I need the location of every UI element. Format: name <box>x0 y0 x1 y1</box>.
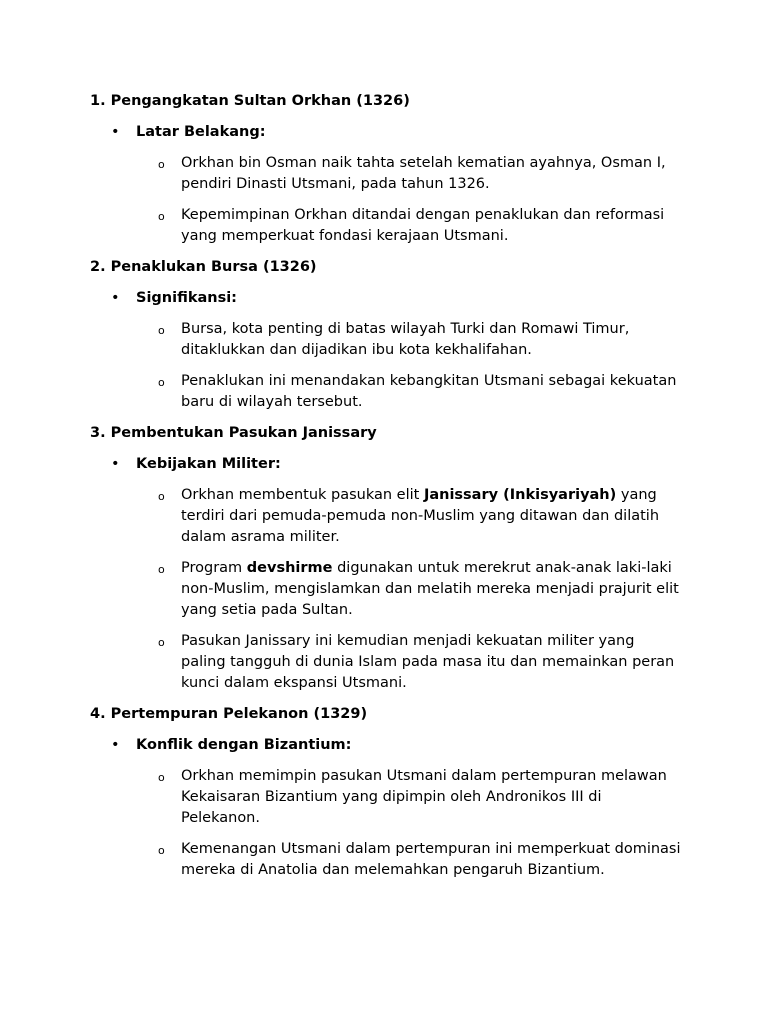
circle-bullet-icon: o <box>158 158 165 171</box>
bullet-label: Latar Belakang: <box>136 124 266 140</box>
sub-item <box>90 319 682 361</box>
section-heading: 4. Pertempuran Pelekanon (1329) <box>90 706 368 722</box>
circle-bullet-icon: o <box>158 563 165 576</box>
sub-item <box>90 558 682 621</box>
sub-item-text: Kemenangan Utsmani dalam pertempuran ini memperkuat dominasi mereka di Anatolia dan melemahkan pengaruh Bizantium. <box>181 841 681 878</box>
text-run: digunakan untuk merekrut anak-anak laki-laki non-Muslim, mengislamkan dan melatih mereka menjadi prajurit elit yang setia pada Sultan. <box>181 560 679 618</box>
sub-item-text: Orkhan bin Osman naik tahta setelah kematian ayahnya, Osman I, pendiri Dinasti Utsmani, pada tahun 1326. <box>181 155 666 192</box>
sub-item-text <box>181 487 659 545</box>
bullet-icon: • <box>111 290 120 306</box>
bullet-label: Signifikansi: <box>136 290 237 306</box>
sub-item <box>90 631 682 694</box>
bullet-icon: • <box>111 456 120 472</box>
bold-term: Janissary (Inkisyariyah) <box>423 487 617 503</box>
section-heading: 2. Penaklukan Bursa (1326) <box>90 259 317 275</box>
sub-item <box>90 153 682 195</box>
circle-bullet-icon: o <box>158 636 165 649</box>
section-heading: 1. Pengangkatan Sultan Orkhan (1326) <box>90 93 410 109</box>
sub-item <box>90 371 682 413</box>
bullet-item <box>90 735 682 756</box>
sub-item-text: Orkhan memimpin pasukan Utsmani dalam pertempuran melawan Kekaisaran Bizantium yang dipimpin oleh Andronikos III di Pelekanon. <box>181 768 667 826</box>
circle-bullet-icon: o <box>158 490 165 503</box>
circle-bullet-icon: o <box>158 210 165 223</box>
section-heading: 3. Pembentukan Pasukan Janissary <box>90 425 377 441</box>
sub-item <box>90 839 682 881</box>
sub-item <box>90 485 682 548</box>
bullet-item <box>90 122 682 143</box>
bullet-item <box>90 288 682 309</box>
bold-term: devshirme <box>246 560 333 576</box>
text-run: Orkhan membentuk pasukan elit <box>181 487 424 503</box>
circle-bullet-icon: o <box>158 324 165 337</box>
sub-item-text <box>181 560 679 618</box>
bullet-icon: • <box>111 737 120 753</box>
sub-item <box>90 766 682 829</box>
sub-item-text: Pasukan Janissary ini kemudian menjadi kekuatan militer yang paling tangguh di dunia Islam pada masa itu dan memainkan peran kunci dalam ekspansi Utsmani. <box>181 633 675 691</box>
section-3 <box>90 423 682 694</box>
section-4 <box>90 704 682 881</box>
sub-item-text: Penaklukan ini menandakan kebangkitan Utsmani sebagai kekuatan baru di wilayah tersebut. <box>181 373 677 410</box>
sub-item <box>90 205 682 247</box>
sub-item-text: Kepemimpinan Orkhan ditandai dengan penaklukan dan reformasi yang memperkuat fondasi kerajaan Utsmani. <box>181 207 665 244</box>
circle-bullet-icon: o <box>158 376 165 389</box>
circle-bullet-icon: o <box>158 771 165 784</box>
sub-item-text: Bursa, kota penting di batas wilayah Turki dan Romawi Timur, ditaklukkan dan dijadikan ibu kota kekhalifahan. <box>181 321 630 358</box>
text-run: yang terdiri dari pemuda-pemuda non-Muslim yang ditawan dan dilatih dalam asrama militer. <box>181 487 660 545</box>
section-2 <box>90 257 682 413</box>
bullet-item <box>90 454 682 475</box>
circle-bullet-icon: o <box>158 844 165 857</box>
bullet-label: Kebijakan Militer: <box>136 456 281 472</box>
section-1 <box>90 91 682 247</box>
bullet-label: Konflik dengan Bizantium: <box>136 737 352 753</box>
text-run: Program <box>181 560 247 576</box>
bullet-icon: • <box>111 124 120 140</box>
